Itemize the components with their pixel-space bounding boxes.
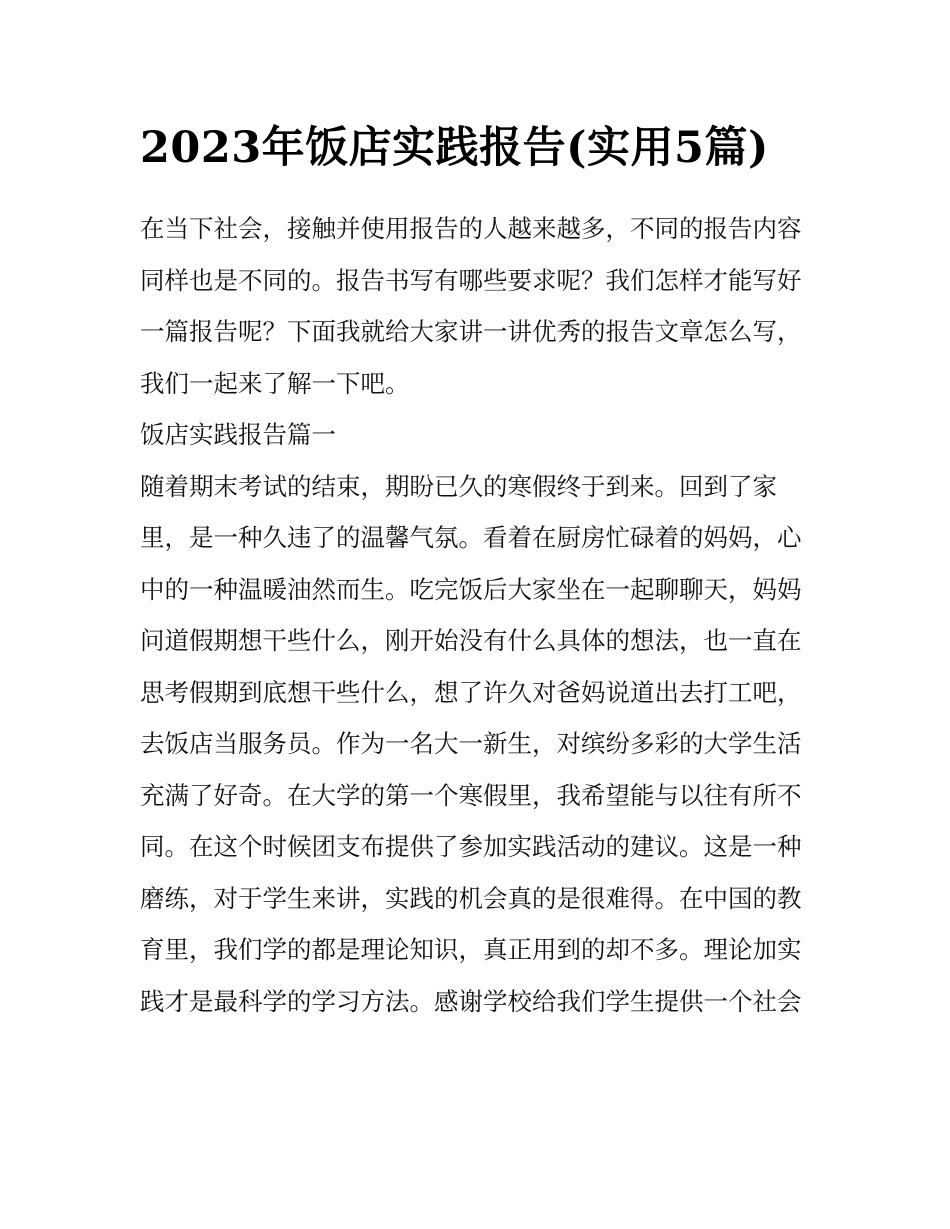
section-paragraph: 随着期末考试的结束，期盼已久的寒假终于到来。回到了家里，是一种久违了的温馨气氛。看着在厨房忙碌着的妈妈，心中的一种温暖油然而生。吃完饭后大家坐在一起聊聊天，妈妈问道假期想干些什么，刚开始没有什么具体的想法，也一直在思考假期到底想干些什么，想了许久对爸妈说道出去打工吧，去饭店当服务员。作为一名大一新生，对缤纷多彩的大学生活充满了好奇。在大学的第一个寒假里，我希望能与以往有所不同。在这个时候团支布提供了参加实践活动的建议。这是一种磨练，对于学生来讲，实践的机会真的是很难得。在中国的教育里，我们学的都是理论知识，真正用到的却不多。理论加实践才是最科学的学习方法。感谢学校给我们学生提供一个社会 bbox=[140, 471, 802, 1016]
document-title: 2023年饭店实践报告(实用5篇) bbox=[140, 123, 769, 173]
section-heading: 饭店实践报告篇一 bbox=[140, 420, 336, 449]
intro-paragraph: 在当下社会，接触并使用报告的人越来越多，不同的报告内容同样也是不同的。报告书写有哪些要求呢？我们怎样才能写好一篇报告呢？下面我就给大家讲一讲优秀的报告文章怎么写，我们一起来了解一下吧。 bbox=[140, 214, 802, 398]
document-content bbox=[140, 118, 815, 1027]
